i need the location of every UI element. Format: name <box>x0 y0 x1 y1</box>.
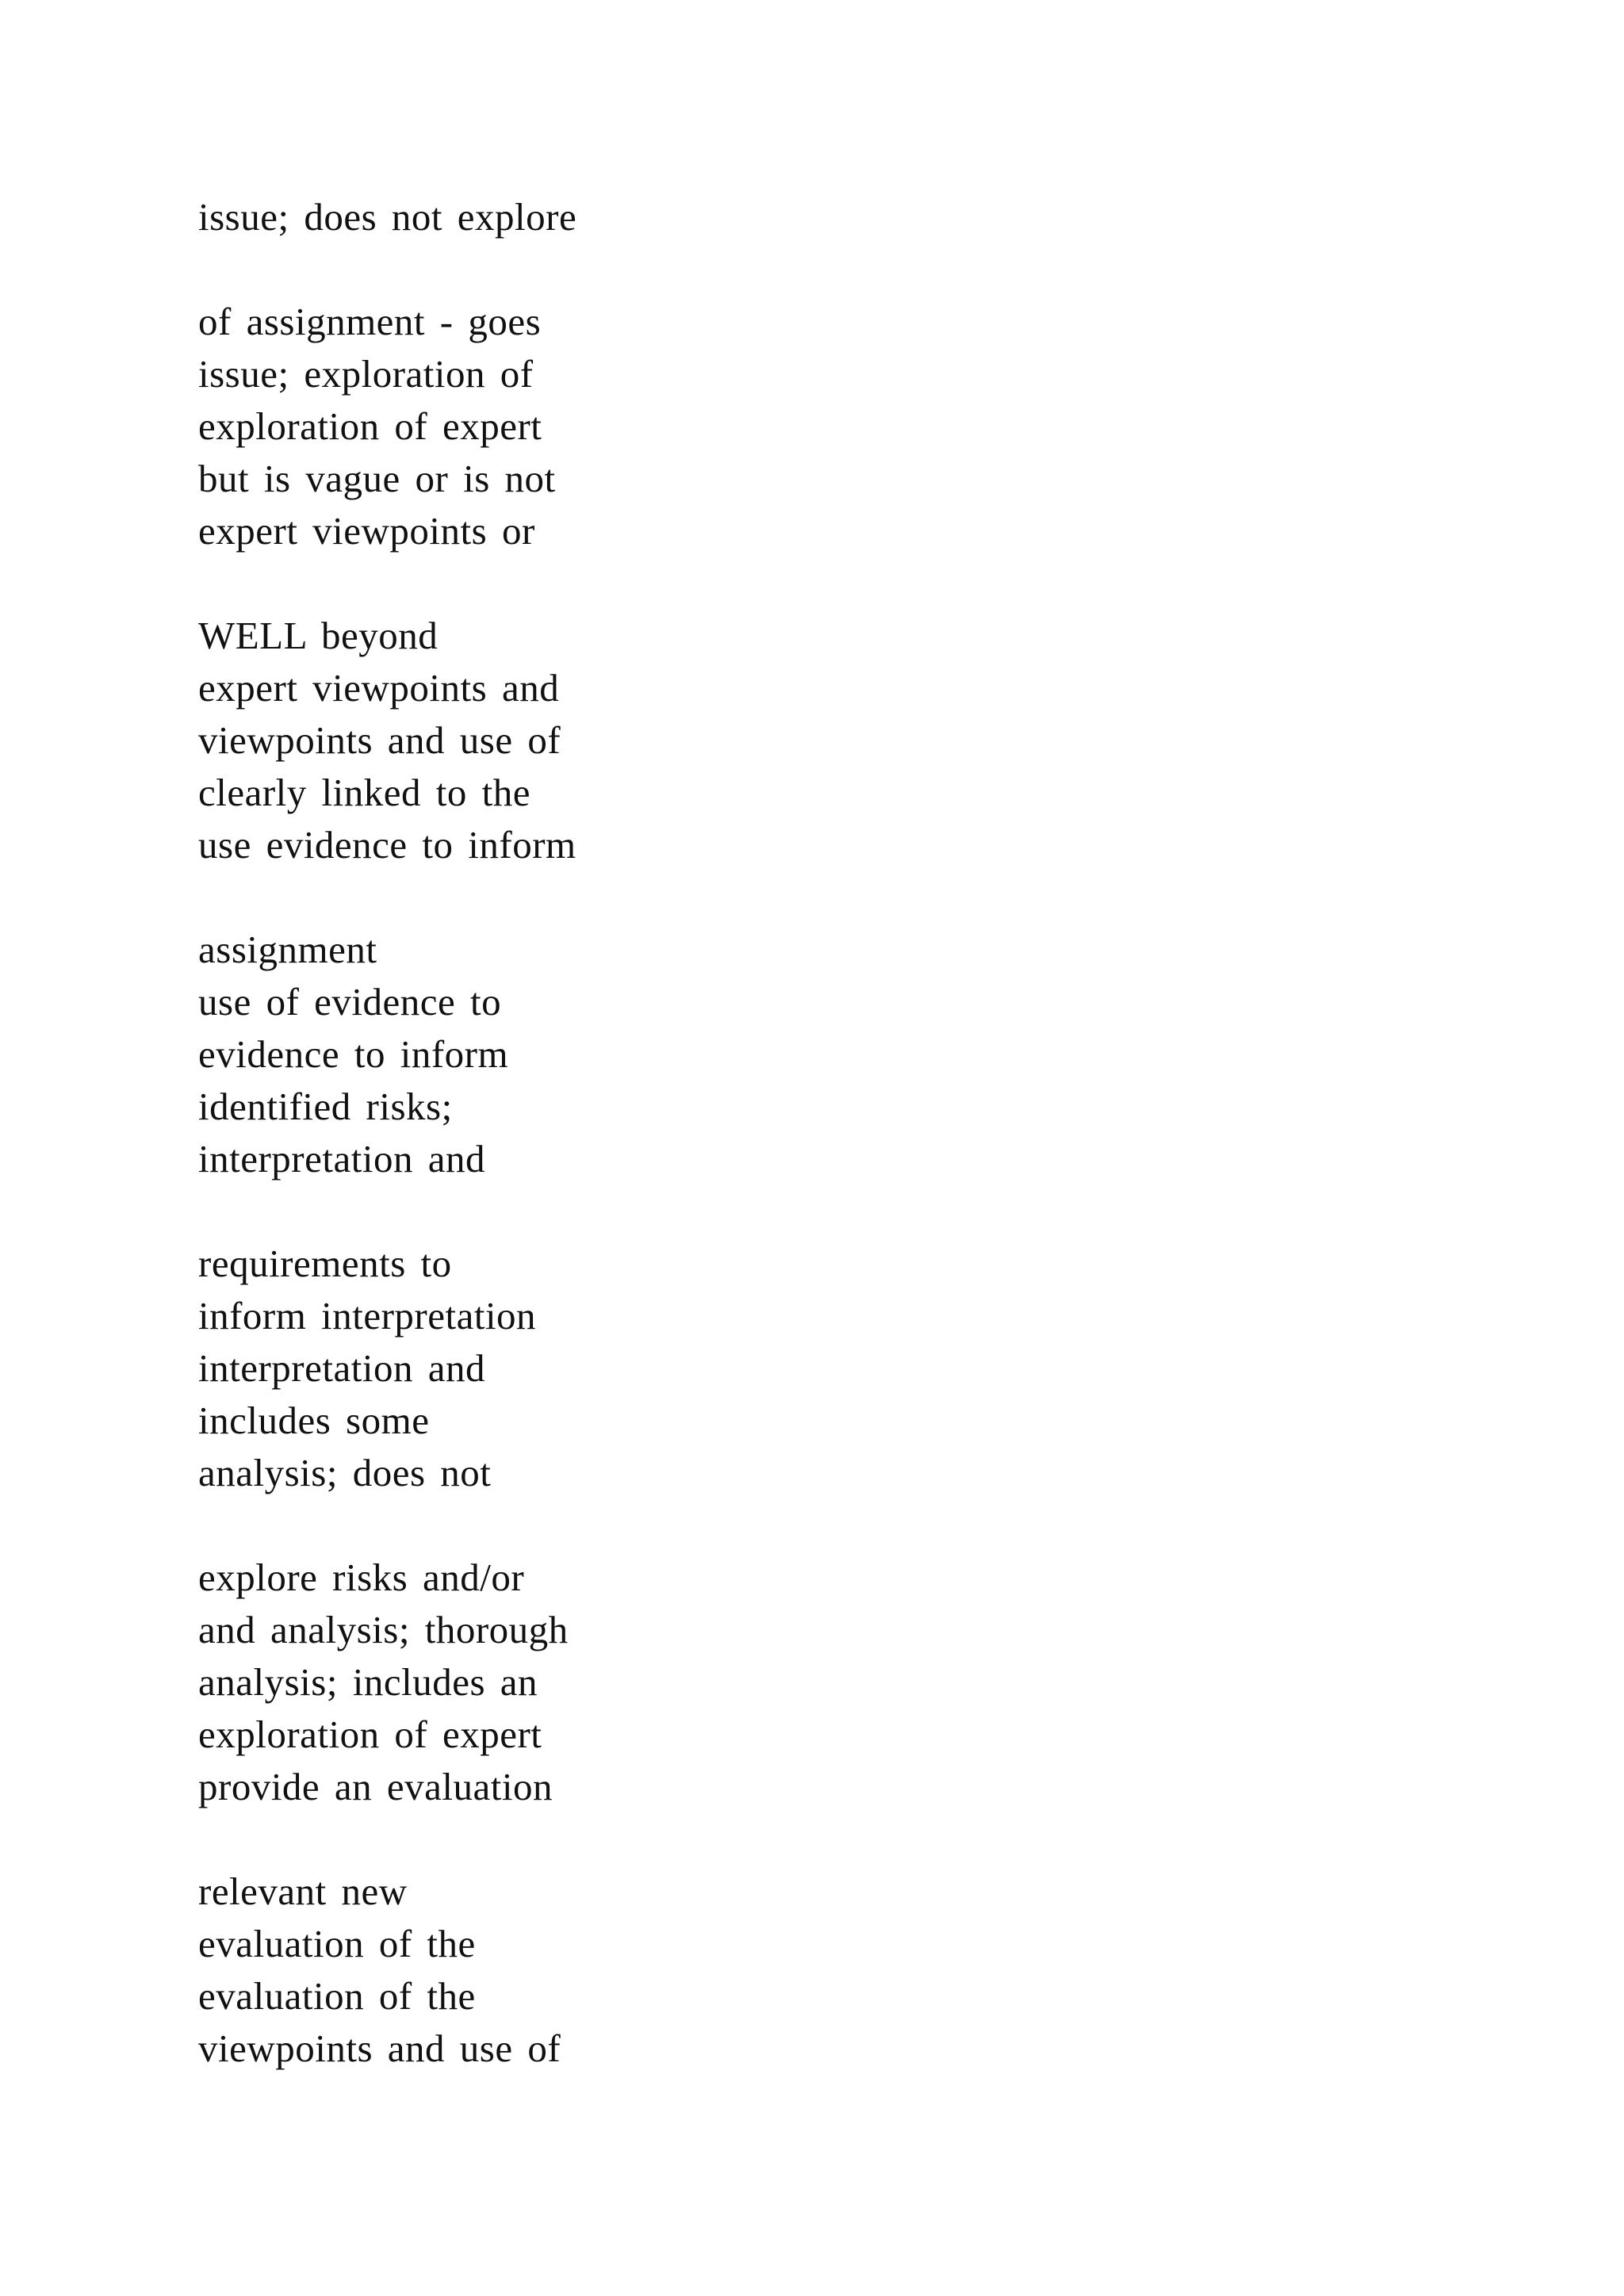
text-line: use of evidence to <box>198 980 502 1024</box>
text-line: use evidence to inform <box>198 823 576 867</box>
text-line: requirements to <box>198 1242 452 1285</box>
text-line: issue; exploration of <box>198 352 534 396</box>
text-line: evaluation of the <box>198 1922 476 1965</box>
text-line: interpretation and <box>198 1137 485 1181</box>
text-line: and analysis; thorough <box>198 1608 569 1651</box>
text-line: viewpoints and use of <box>198 718 561 762</box>
text-line: relevant new <box>198 1869 408 1913</box>
text-line: evaluation of the <box>198 1974 476 2018</box>
text-line: issue; does not explore <box>198 195 577 239</box>
text-line: WELL beyond <box>198 614 439 657</box>
paragraph <box>198 610 912 871</box>
text-line: expert viewpoints or <box>198 509 535 553</box>
text-line: explore risks and/or <box>198 1556 525 1599</box>
paragraph <box>198 296 912 557</box>
text-line: clearly linked to the <box>198 771 530 814</box>
text-line: provide an evaluation <box>198 1765 553 1808</box>
text-line: analysis; does not <box>198 1451 492 1494</box>
text-line: evidence to inform <box>198 1032 509 1076</box>
text-line: exploration of expert <box>198 1712 542 1756</box>
paragraph <box>198 924 912 1185</box>
paragraph <box>198 1866 912 2075</box>
text-line: interpretation and <box>198 1346 485 1390</box>
paragraph <box>198 191 912 243</box>
text-line: identified risks; <box>198 1085 453 1128</box>
paragraph <box>198 1552 912 1813</box>
text-line: but is vague or is not <box>198 457 556 500</box>
text-line: of assignment - goes <box>198 300 542 343</box>
text-line: expert viewpoints and <box>198 666 560 710</box>
text-line: exploration of expert <box>198 404 542 448</box>
paragraph <box>198 1238 912 1499</box>
text-line: viewpoints and use of <box>198 2026 561 2070</box>
text-line: includes some <box>198 1399 430 1442</box>
text-line: assignment <box>198 928 377 971</box>
body-text <box>198 191 912 2127</box>
text-line: inform interpretation <box>198 1294 537 1337</box>
text-line: analysis; includes an <box>198 1660 538 1704</box>
